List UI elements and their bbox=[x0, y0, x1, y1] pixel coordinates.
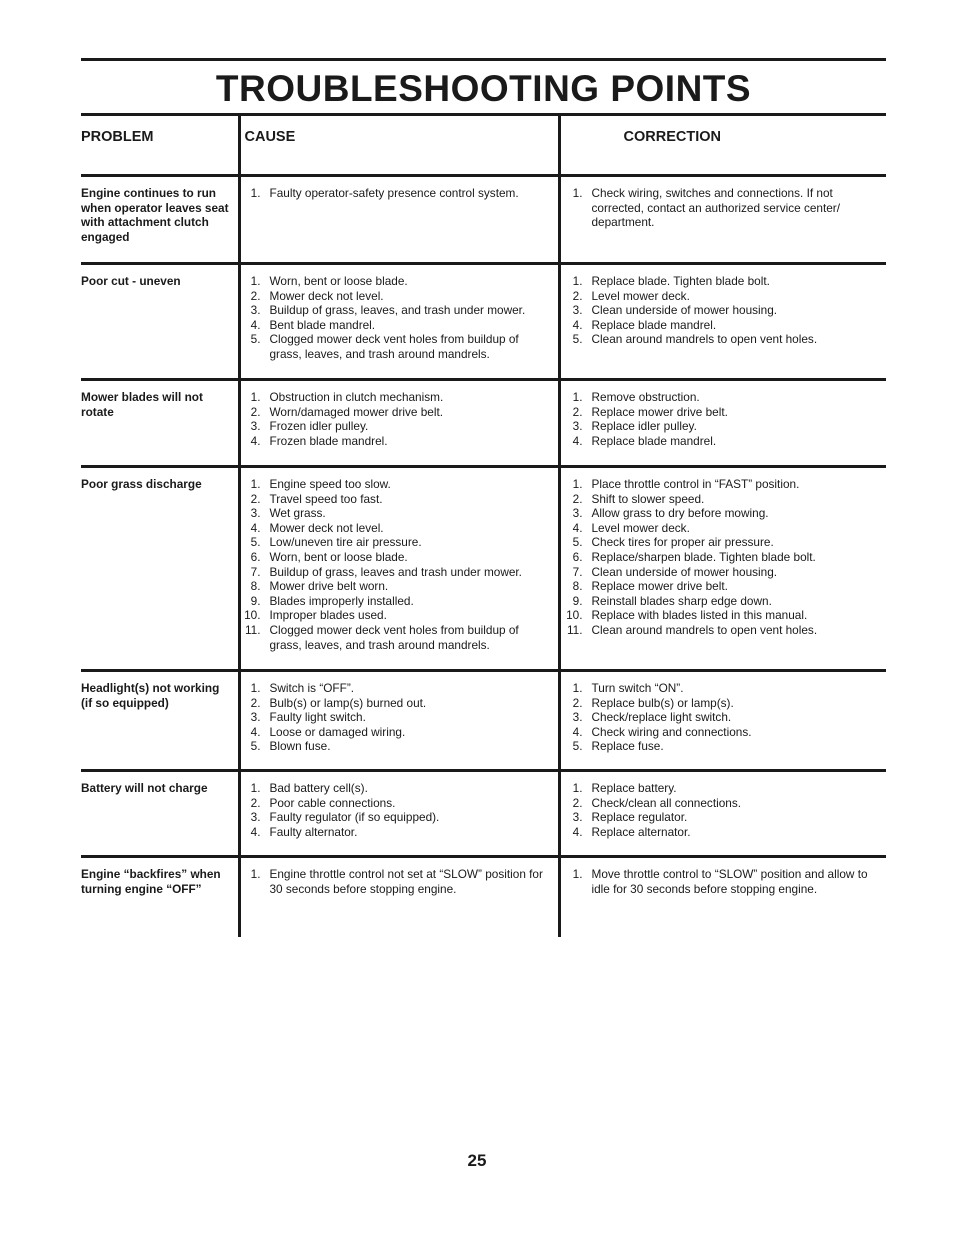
item-text: Replace/sharpen blade. Tighten blade bolt. bbox=[591, 549, 816, 564]
item-number: 1. bbox=[250, 681, 261, 695]
correction-item bbox=[561, 390, 887, 405]
problem-cell: Battery will not charge bbox=[81, 771, 239, 857]
item-text: Engine speed too slow. bbox=[269, 477, 391, 491]
item-number: 4. bbox=[250, 824, 261, 839]
item-text: Replace bulb(s) or lamp(s). bbox=[591, 695, 734, 710]
item-text: Switch is “OFF”. bbox=[269, 681, 355, 695]
item-number: 1. bbox=[250, 867, 261, 881]
item-number: 5. bbox=[250, 535, 261, 550]
item-text: Faulty operator-safety presence control system. bbox=[269, 186, 519, 200]
correction-item bbox=[561, 521, 887, 536]
correction-item bbox=[561, 739, 887, 754]
item-number: 11. bbox=[244, 622, 261, 637]
item-text: Shift to slower speed. bbox=[591, 491, 705, 506]
cause-item bbox=[241, 419, 558, 434]
item-number: 3. bbox=[572, 419, 583, 434]
item-text: Clogged mower deck vent holes from buildup of grass, leaves, and trash around mandrels. bbox=[269, 332, 519, 361]
header-problem: PROBLEM bbox=[81, 129, 154, 145]
cause-cell-list bbox=[241, 477, 558, 652]
correction-cell bbox=[559, 771, 886, 857]
item-number: 1. bbox=[572, 477, 583, 491]
cause-item bbox=[241, 608, 558, 623]
item-number: 5. bbox=[572, 535, 583, 550]
correction-cell bbox=[559, 264, 886, 380]
item-number: 3. bbox=[250, 710, 261, 725]
item-number: 8. bbox=[250, 579, 261, 594]
item-number: 2. bbox=[250, 695, 261, 710]
correction-item bbox=[561, 867, 887, 896]
item-number: 7. bbox=[572, 564, 583, 579]
correction-item bbox=[561, 710, 887, 725]
item-number: 4. bbox=[572, 317, 583, 332]
cause-cell-list bbox=[241, 681, 558, 754]
correction-cell bbox=[559, 176, 886, 264]
cause-item bbox=[241, 796, 558, 811]
item-text: Wet grass. bbox=[269, 506, 326, 521]
cause-item bbox=[241, 186, 558, 201]
cause-item bbox=[241, 565, 558, 580]
item-number: 2. bbox=[250, 491, 261, 506]
correction-item bbox=[561, 318, 887, 333]
problem-cell: Engine “backfires” when turning engine “OFF” bbox=[81, 857, 239, 937]
item-number: 1. bbox=[250, 477, 261, 491]
item-text: Poor cable connections. bbox=[269, 795, 396, 810]
item-number: 2. bbox=[572, 404, 583, 419]
item-text: Bulb(s) or lamp(s) burned out. bbox=[269, 695, 427, 710]
item-text: Faulty alternator. bbox=[269, 824, 358, 839]
item-text: Replace mower drive belt. bbox=[591, 579, 728, 594]
correction-cell-list bbox=[561, 477, 887, 638]
correction-item bbox=[561, 565, 887, 580]
item-number: 6. bbox=[572, 549, 583, 564]
item-number: 4. bbox=[250, 317, 261, 332]
item-text: Reinstall blades sharp edge down. bbox=[591, 593, 772, 608]
item-number: 3. bbox=[572, 506, 583, 521]
correction-cell-list bbox=[561, 781, 887, 839]
item-number: 7. bbox=[250, 564, 261, 579]
item-number: 3. bbox=[572, 710, 583, 725]
cause-item bbox=[241, 289, 558, 304]
item-number: 4. bbox=[250, 724, 261, 739]
item-text: Mower deck not level. bbox=[269, 288, 384, 303]
cause-cell bbox=[239, 671, 559, 771]
item-text: Low/uneven tire air pressure. bbox=[269, 535, 422, 550]
correction-cell-list bbox=[561, 186, 887, 230]
item-text: Blown fuse. bbox=[269, 739, 331, 754]
item-number: 1. bbox=[250, 390, 261, 404]
cause-item bbox=[241, 521, 558, 536]
correction-item bbox=[561, 579, 887, 594]
table-row bbox=[81, 467, 886, 671]
correction-cell bbox=[559, 467, 886, 671]
page-title: TROUBLESHOOTING POINTS bbox=[215, 68, 752, 109]
item-text: Place throttle control in “FAST” position. bbox=[591, 477, 800, 491]
cause-cell-list bbox=[241, 390, 558, 448]
item-number: 4. bbox=[572, 520, 583, 535]
correction-item bbox=[561, 681, 887, 696]
item-text: Obstruction in clutch mechanism. bbox=[269, 390, 444, 404]
cause-cell bbox=[239, 771, 559, 857]
cause-item bbox=[241, 781, 558, 796]
cause-item bbox=[241, 594, 558, 609]
correction-item bbox=[561, 594, 887, 609]
item-number: 1. bbox=[572, 186, 583, 200]
correction-cell-list bbox=[561, 867, 887, 896]
cause-item bbox=[241, 390, 558, 405]
item-text: Blades improperly installed. bbox=[269, 593, 414, 608]
correction-cell bbox=[559, 857, 886, 937]
item-number: 10. bbox=[566, 608, 583, 623]
page-number: 25 bbox=[467, 1151, 487, 1170]
item-number: 1. bbox=[250, 274, 261, 288]
problem-cell: Headlight(s) not working (if so equipped) bbox=[81, 671, 239, 771]
table-header-row bbox=[81, 116, 886, 176]
item-text: Check/replace light switch. bbox=[591, 710, 732, 725]
item-text: Replace alternator. bbox=[591, 824, 691, 839]
item-text: Clogged mower deck vent holes from buildup of grass, leaves, and trash around mandrels. bbox=[269, 622, 519, 652]
correction-item bbox=[561, 825, 887, 840]
item-text: Clean underside of mower housing. bbox=[591, 564, 778, 579]
cause-cell bbox=[239, 176, 559, 264]
table-row bbox=[81, 857, 886, 937]
item-number: 1. bbox=[572, 390, 583, 404]
table-body bbox=[81, 176, 886, 937]
cause-item bbox=[241, 332, 558, 361]
cause-cell bbox=[239, 380, 559, 467]
item-text: Faulty light switch. bbox=[269, 710, 366, 725]
cause-item bbox=[241, 303, 558, 318]
item-text: Replace blade mandrel. bbox=[591, 317, 717, 332]
item-number: 2. bbox=[250, 288, 261, 303]
cause-cell bbox=[239, 264, 559, 380]
cause-item bbox=[241, 477, 558, 492]
item-number: 4. bbox=[572, 824, 583, 839]
header-cause: CAUSE bbox=[239, 116, 559, 176]
item-number: 3. bbox=[572, 303, 583, 318]
cause-item bbox=[241, 696, 558, 711]
item-text: Clean around mandrels to open vent holes. bbox=[591, 622, 818, 637]
cause-item bbox=[241, 810, 558, 825]
item-number: 11. bbox=[566, 622, 583, 637]
item-number: 3. bbox=[250, 419, 261, 434]
item-number: 2. bbox=[572, 288, 583, 303]
item-text: Replace blade. Tighten blade bolt. bbox=[591, 274, 770, 288]
item-number: 4. bbox=[572, 433, 583, 448]
item-text: Check tires for proper air pressure. bbox=[591, 535, 774, 550]
correction-item bbox=[561, 796, 887, 811]
cause-cell-list bbox=[241, 186, 558, 201]
correction-cell bbox=[559, 380, 886, 467]
correction-item bbox=[561, 419, 887, 434]
cause-item bbox=[241, 623, 558, 652]
problem-cell: Engine continues to run when operator leaves seat with attachment clutch engaged bbox=[81, 176, 239, 264]
item-number: 5. bbox=[250, 739, 261, 754]
item-number: 2. bbox=[250, 795, 261, 810]
item-number: 1. bbox=[572, 867, 583, 881]
item-text: Frozen blade mandrel. bbox=[269, 433, 388, 448]
item-text: Loose or damaged wiring. bbox=[269, 724, 406, 739]
correction-item bbox=[561, 725, 887, 740]
correction-item bbox=[561, 289, 887, 304]
item-number: 4. bbox=[572, 724, 583, 739]
item-text: Clean underside of mower housing. bbox=[591, 303, 778, 318]
correction-item bbox=[561, 506, 887, 521]
cause-item bbox=[241, 492, 558, 507]
item-text: Check wiring and connections. bbox=[591, 724, 752, 739]
cause-item bbox=[241, 274, 558, 289]
item-number: 3. bbox=[250, 303, 261, 318]
cause-cell-list bbox=[241, 274, 558, 362]
table-row bbox=[81, 264, 886, 380]
cause-item bbox=[241, 579, 558, 594]
item-text: Faulty regulator (if so equipped). bbox=[269, 810, 440, 825]
correction-item bbox=[561, 550, 887, 565]
correction-item bbox=[561, 477, 887, 492]
item-text: Replace battery. bbox=[591, 781, 677, 795]
item-number: 3. bbox=[250, 506, 261, 521]
item-text: Replace idler pulley. bbox=[591, 419, 697, 434]
troubleshooting-page bbox=[81, 58, 886, 937]
item-text: Check wiring, switches and connections. If not corrected, contact an authorized service center/ department. bbox=[591, 186, 841, 230]
item-number: 3. bbox=[250, 810, 261, 825]
item-text: Level mower deck. bbox=[591, 288, 690, 303]
cause-item bbox=[241, 725, 558, 740]
item-number: 6. bbox=[250, 549, 261, 564]
cause-cell bbox=[239, 857, 559, 937]
item-number: 5. bbox=[572, 739, 583, 754]
item-text: Replace with blades listed in this manual. bbox=[591, 608, 808, 623]
item-text: Turn switch “ON”. bbox=[591, 681, 684, 695]
item-text: Mower drive belt worn. bbox=[269, 579, 389, 594]
item-number: 1. bbox=[572, 681, 583, 695]
item-text: Improper blades used. bbox=[269, 608, 387, 623]
item-number: 2. bbox=[572, 795, 583, 810]
item-number: 9. bbox=[572, 593, 583, 608]
cause-item bbox=[241, 681, 558, 696]
item-text: Move throttle control to “SLOW” position and allow to idle for 30 seconds before stopping engine. bbox=[591, 867, 868, 896]
cause-cell-list bbox=[241, 781, 558, 839]
item-number: 4. bbox=[250, 433, 261, 448]
item-number: 2. bbox=[572, 491, 583, 506]
item-number: 1. bbox=[250, 186, 261, 200]
item-number: 5. bbox=[572, 332, 583, 347]
table-row bbox=[81, 380, 886, 467]
cause-item bbox=[241, 434, 558, 449]
header-correction: CORRECTION bbox=[559, 116, 886, 176]
correction-item bbox=[561, 274, 887, 289]
item-number: 9. bbox=[250, 593, 261, 608]
correction-item bbox=[561, 608, 887, 623]
cause-item bbox=[241, 405, 558, 420]
item-number: 5. bbox=[250, 332, 261, 347]
correction-item bbox=[561, 303, 887, 318]
cause-item bbox=[241, 318, 558, 333]
item-number: 2. bbox=[250, 404, 261, 419]
correction-cell-list bbox=[561, 390, 887, 448]
troubleshooting-table bbox=[81, 116, 886, 937]
item-text: Check/clean all connections. bbox=[591, 795, 742, 810]
item-text: Bent blade mandrel. bbox=[269, 317, 376, 332]
item-text: Worn/damaged mower drive belt. bbox=[269, 404, 444, 419]
item-text: Remove obstruction. bbox=[591, 390, 700, 404]
cause-item bbox=[241, 739, 558, 754]
correction-item bbox=[561, 434, 887, 449]
item-number: 2. bbox=[572, 695, 583, 710]
cause-item bbox=[241, 825, 558, 840]
problem-cell: Poor grass discharge bbox=[81, 467, 239, 671]
item-number: 8. bbox=[572, 579, 583, 594]
problem-cell: Poor cut - uneven bbox=[81, 264, 239, 380]
item-number: 3. bbox=[572, 810, 583, 825]
item-number: 10. bbox=[244, 608, 261, 623]
item-text: Bad battery cell(s). bbox=[269, 781, 368, 795]
correction-item bbox=[561, 696, 887, 711]
correction-item bbox=[561, 810, 887, 825]
item-text: Buildup of grass, leaves, and trash under mower. bbox=[269, 303, 526, 318]
item-text: Worn, bent or loose blade. bbox=[269, 549, 408, 564]
item-text: Engine throttle control not set at “SLOW” position for 30 seconds before stopping engine. bbox=[269, 867, 543, 896]
item-number: 1. bbox=[250, 781, 261, 795]
cause-item bbox=[241, 506, 558, 521]
table-row bbox=[81, 771, 886, 857]
cause-item bbox=[241, 550, 558, 565]
cause-item bbox=[241, 867, 558, 896]
cause-cell-list bbox=[241, 867, 558, 896]
item-text: Frozen idler pulley. bbox=[269, 419, 369, 434]
item-text: Replace regulator. bbox=[591, 810, 688, 825]
item-text: Replace fuse. bbox=[591, 739, 664, 754]
item-number: 1. bbox=[572, 781, 583, 795]
item-text: Level mower deck. bbox=[591, 520, 690, 535]
correction-item bbox=[561, 535, 887, 550]
correction-cell bbox=[559, 671, 886, 771]
item-text: Worn, bent or loose blade. bbox=[269, 274, 408, 288]
correction-cell-list bbox=[561, 681, 887, 754]
table-row bbox=[81, 671, 886, 771]
item-number: 4. bbox=[250, 520, 261, 535]
item-text: Replace mower drive belt. bbox=[591, 404, 728, 419]
item-number: 1. bbox=[572, 274, 583, 288]
correction-cell-list bbox=[561, 274, 887, 347]
item-text: Allow grass to dry before mowing. bbox=[591, 506, 769, 521]
cause-item bbox=[241, 710, 558, 725]
cause-cell bbox=[239, 467, 559, 671]
correction-item bbox=[561, 623, 887, 638]
correction-item bbox=[561, 781, 887, 796]
item-text: Travel speed too fast. bbox=[269, 491, 383, 506]
correction-item bbox=[561, 405, 887, 420]
item-text: Clean around mandrels to open vent holes. bbox=[591, 332, 818, 347]
table-row bbox=[81, 176, 886, 264]
correction-item bbox=[561, 186, 887, 230]
correction-item bbox=[561, 332, 887, 347]
item-text: Replace blade mandrel. bbox=[591, 433, 717, 448]
problem-cell: Mower blades will not rotate bbox=[81, 380, 239, 467]
item-text: Buildup of grass, leaves and trash under mower. bbox=[269, 564, 522, 579]
correction-item bbox=[561, 492, 887, 507]
cause-item bbox=[241, 535, 558, 550]
item-text: Mower deck not level. bbox=[269, 520, 384, 535]
